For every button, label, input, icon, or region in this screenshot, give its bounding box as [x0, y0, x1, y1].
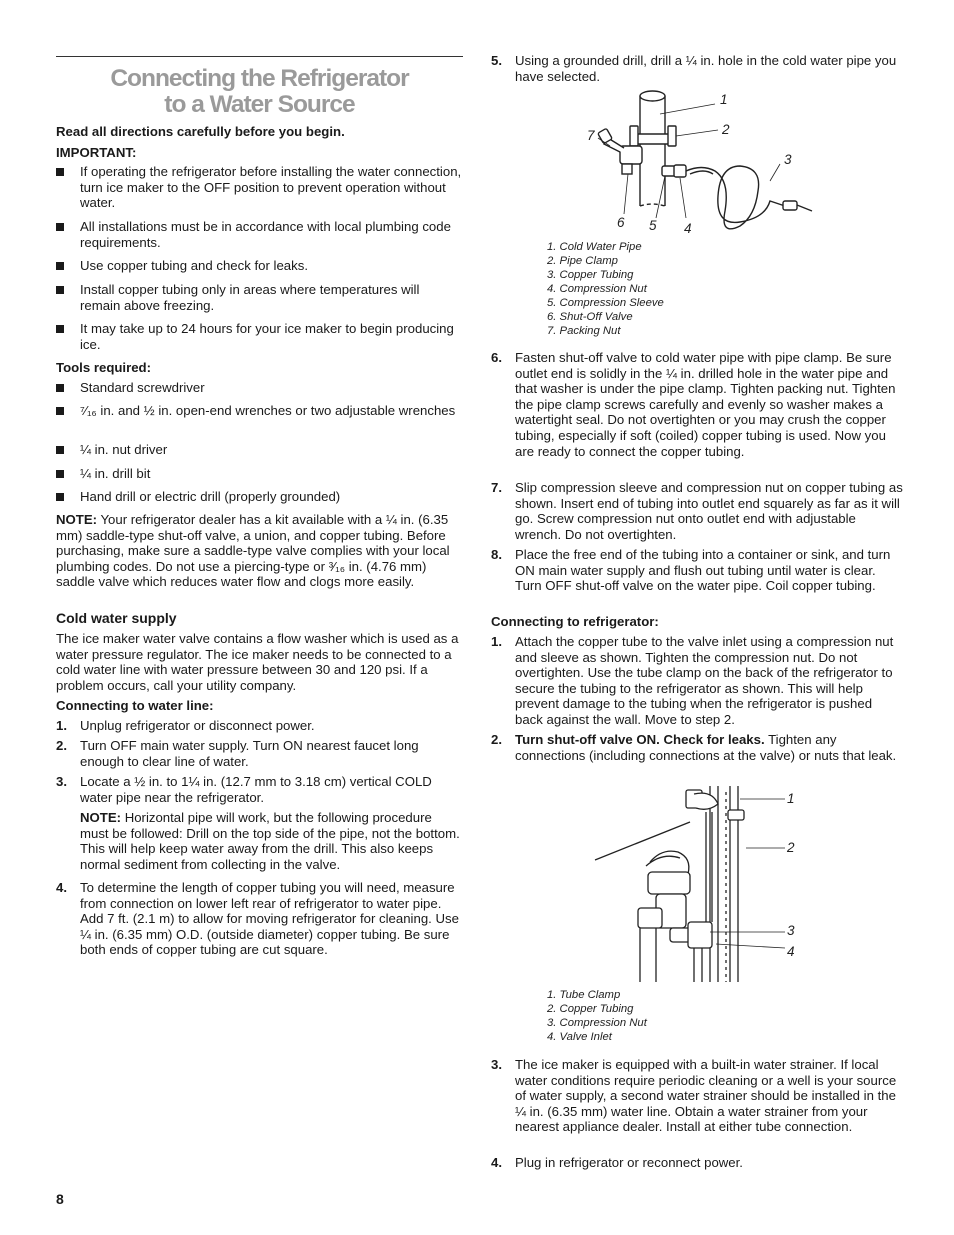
- water-valve: [648, 872, 690, 894]
- bullet-square: [56, 407, 64, 415]
- fig1-caption: 1. Cold Water Pipe 2. Pipe Clamp 3. Copper Tubing 4. Compression Nut 5. Compression Sleeve 6. Shut-Off Valve 7. Packing Nut: [547, 241, 664, 337]
- kit-note: NOTE: Your refrigerator dealer has a kit available with a ¼ in. (6.35 mm) saddle-type shut-off valve, a union, and copper tubing. Before purchasing, make sure a saddle-type valve complies with your local plumbing codes. Do not use a piercing-type or ³⁄₁₆ in. (4.76 mm) saddle valve which reduces water flow and clogs more easily.: [56, 512, 450, 590]
- horizontal-pipe-note: NOTE: Horizontal pipe will work, but the following procedure must be followed: Drill on the top side of the pipe, not the bottom. This will help keep water away from the drill. This also keeps normal sediment from collecting in the valve.: [80, 810, 460, 872]
- fig1-callout-3: 3: [784, 152, 792, 167]
- bullet-square: [56, 168, 64, 176]
- page-title: [56, 66, 463, 118]
- page-title-line1: Connecting the Refrigerator: [110, 65, 409, 92]
- fridge-connection-label: Connecting to refrigerator:: [491, 614, 659, 629]
- cold-water-text: The ice maker water valve contains a flow washer which is used as a water pressure regulator. The ice maker needs to be connected to a cold water line with water pressure between 30 and 120 psi. If a problem occurs, call your utility company.: [56, 631, 459, 693]
- fig2-callout-1: 1: [787, 791, 795, 806]
- cold-water-pipe: [640, 96, 665, 206]
- bullet-square: [56, 493, 64, 501]
- clamp-screw: [728, 810, 744, 820]
- important-label: IMPORTANT:: [56, 145, 137, 160]
- valve-inlet: [688, 922, 712, 948]
- fig1-callout-2: 2: [722, 122, 730, 137]
- top-rule: [56, 56, 463, 57]
- bullet-square: [56, 446, 64, 454]
- bullet-square: [56, 325, 64, 333]
- compression-nut: [674, 165, 686, 177]
- fig2-callout-3: 3: [787, 923, 795, 938]
- bullet-square: [56, 470, 64, 478]
- water-line-label: Connecting to water line:: [56, 698, 214, 713]
- fig1-callout-4: 4: [684, 221, 692, 236]
- tools-label: Tools required:: [56, 360, 152, 375]
- page-title-line2: to a Water Source: [164, 91, 355, 118]
- page-number: 8: [56, 1191, 64, 1207]
- bullet-square: [56, 286, 64, 294]
- fig2-callout-2: 2: [787, 840, 795, 855]
- copper-tubing: [706, 812, 712, 922]
- fig1-callout-5: 5: [649, 218, 657, 233]
- valve-inlet-diagram: [590, 782, 790, 987]
- intro-text: Read all directions carefully before you begin.: [56, 124, 345, 139]
- bullet-square: [56, 384, 64, 392]
- fig1-callout-1: 1: [720, 92, 728, 107]
- bullet-square: [56, 223, 64, 231]
- bullet-square: [56, 262, 64, 270]
- fig2-caption: 1. Tube Clamp 2. Copper Tubing 3. Compression Nut 4. Valve Inlet: [547, 989, 647, 1043]
- pipe-top: [640, 91, 665, 101]
- fig1-callout-7: 7: [587, 128, 595, 143]
- fig1-callout-6: 6: [617, 215, 625, 230]
- copper-tubing: [686, 166, 812, 229]
- fig2-callout-4: 4: [787, 944, 795, 959]
- pipe-clamp: [634, 134, 671, 144]
- cold-water-heading: Cold water supply: [56, 610, 177, 626]
